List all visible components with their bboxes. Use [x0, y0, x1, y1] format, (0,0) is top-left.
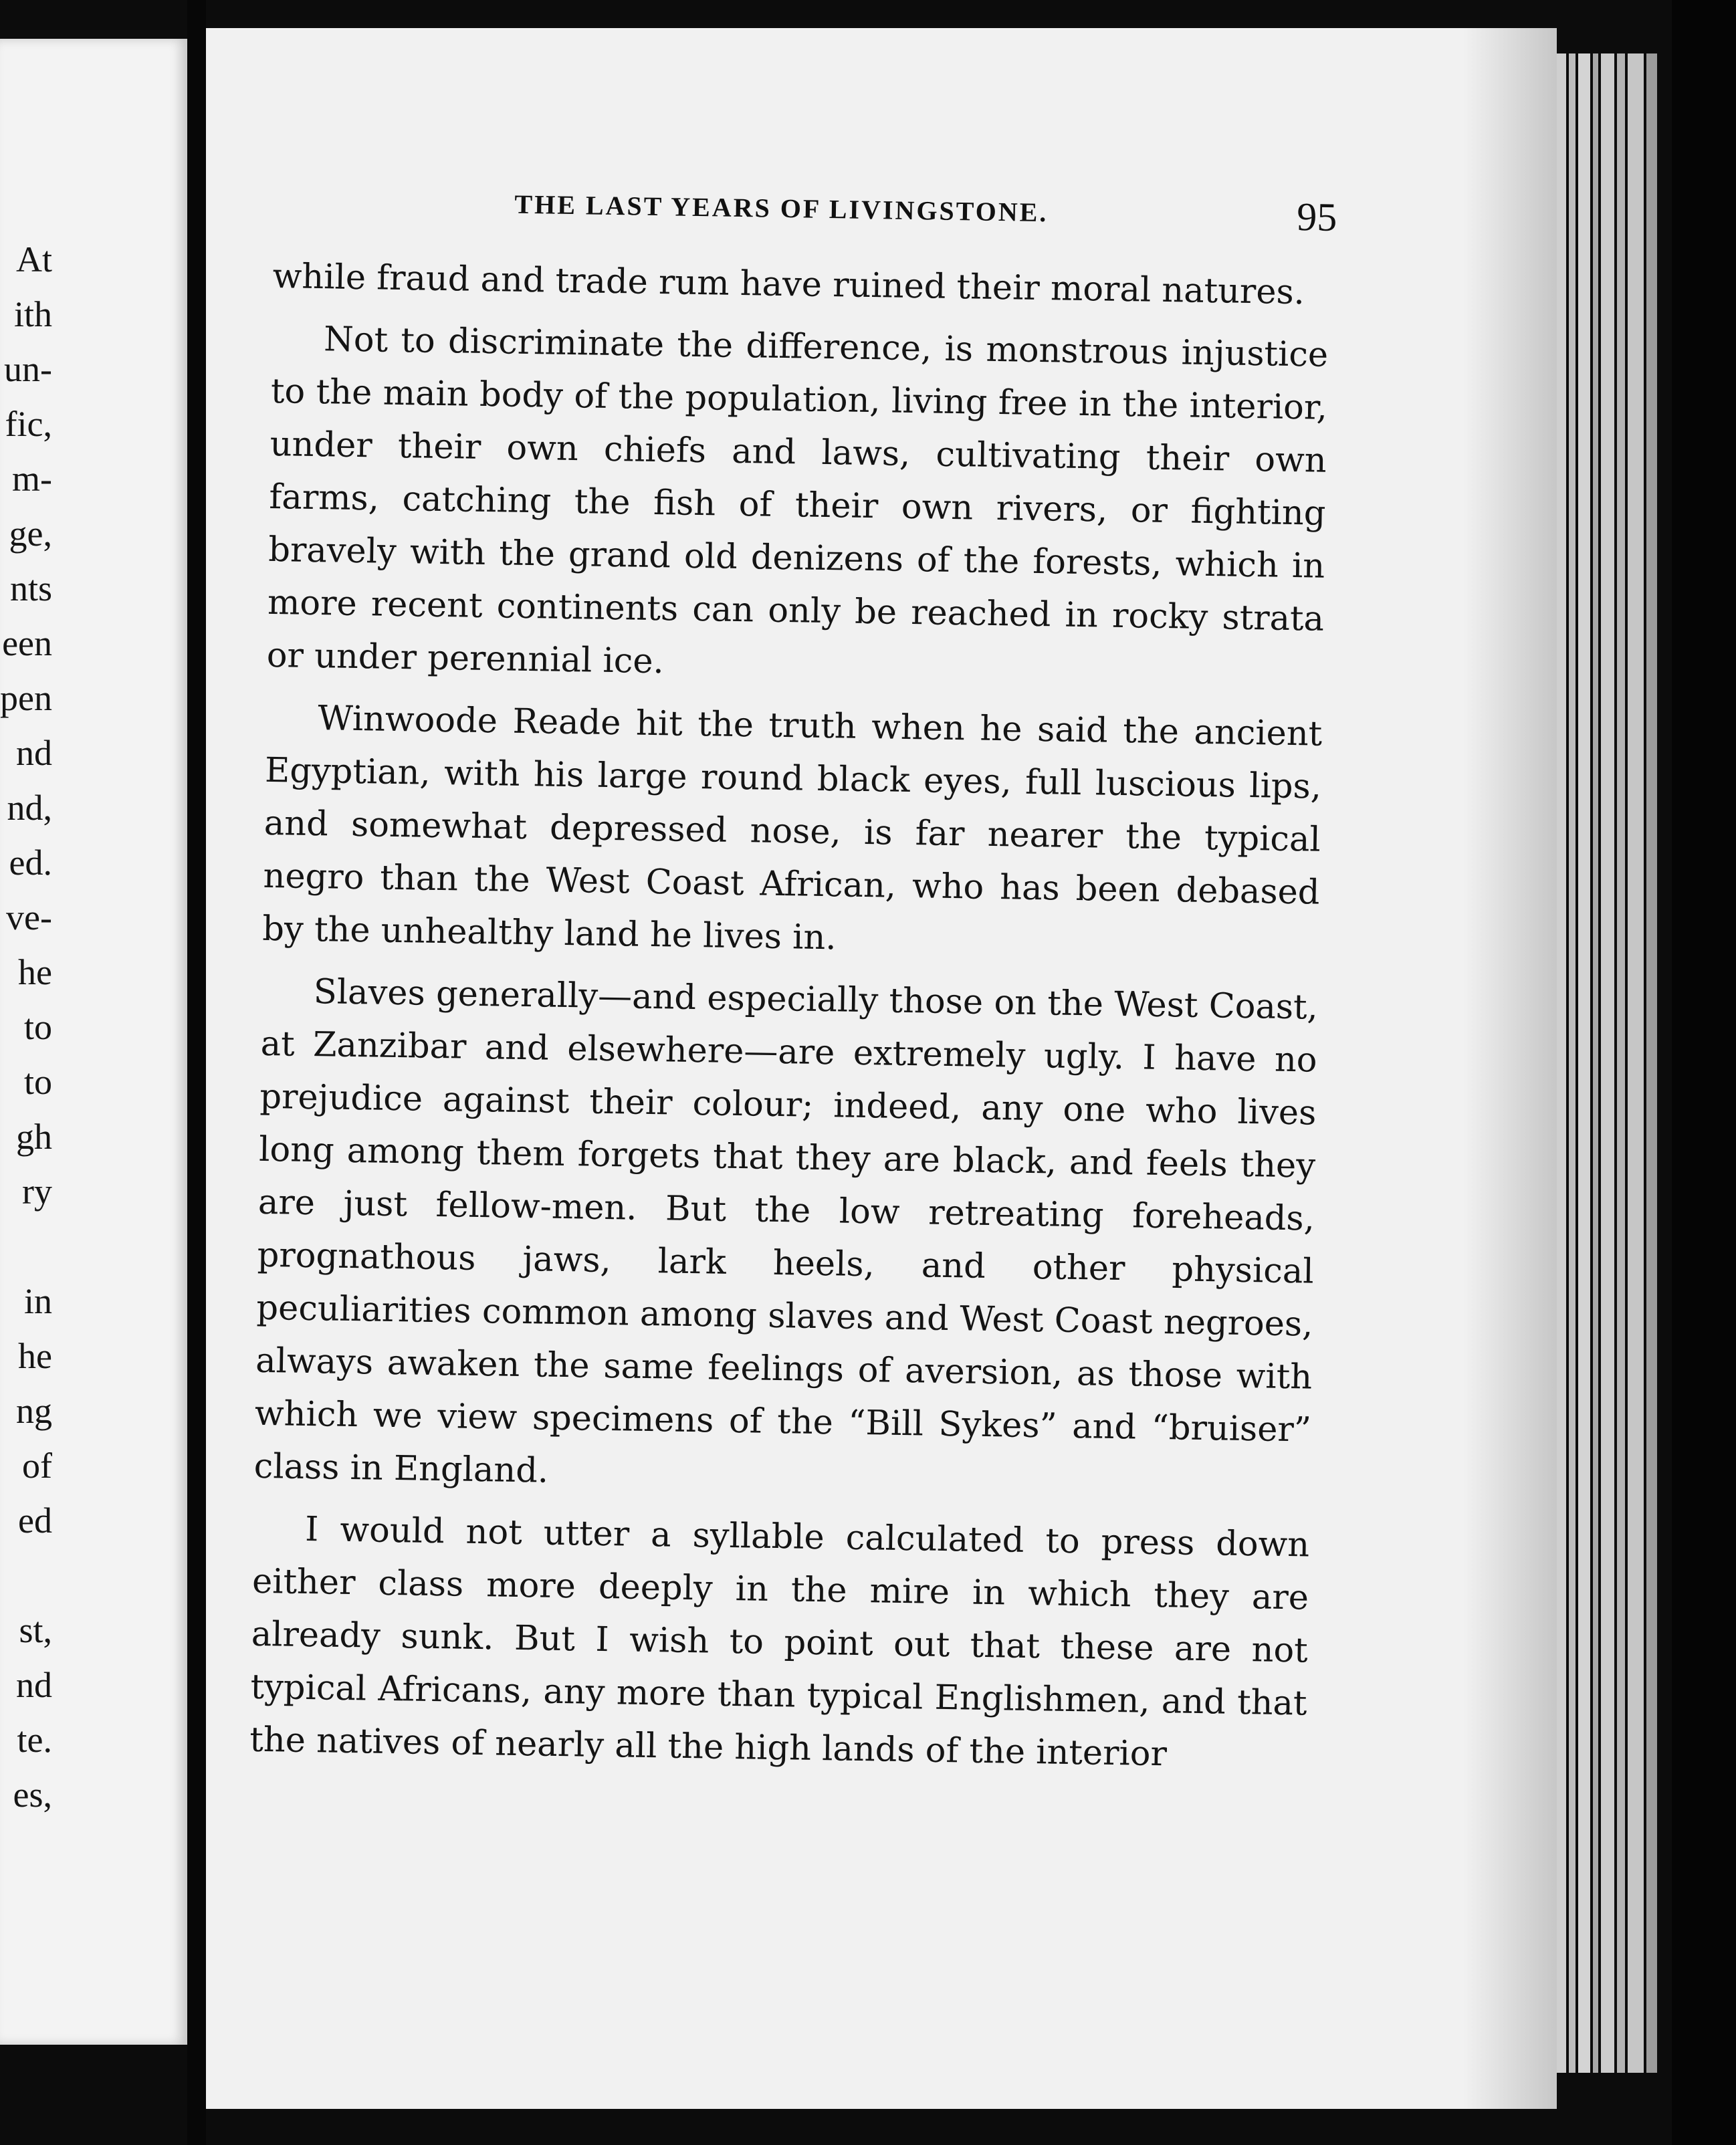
- left-page-fragment: te.: [17, 1720, 52, 1760]
- left-page-fragment: ng: [16, 1391, 52, 1431]
- left-page-fragment: es,: [13, 1775, 52, 1815]
- left-page-fragment: he: [18, 952, 52, 992]
- left-page-fragment: ry: [22, 1171, 52, 1212]
- left-page-fragment: ve-: [6, 897, 52, 937]
- left-page-fragment: st,: [19, 1610, 52, 1650]
- page-edge-strip: [1557, 53, 1566, 2073]
- left-page-fragment: pen: [0, 678, 52, 718]
- left-page-fragment: ed.: [9, 842, 52, 883]
- left-page-fragment: to: [23, 1007, 52, 1047]
- paragraph: I would not utter a syllable calculated to press down either class more deeply in the mire in which they are already sunk. But I wish to point out that these are not typical Africans, any more than typical Englishmen, and that the natives of nearly all the high lands of the interior: [249, 1509, 1310, 1775]
- left-page-fragment: m-: [12, 459, 52, 499]
- page-edge-strip: [1569, 53, 1576, 2073]
- paragraph: while fraud and trade rum have ruined their moral natures.: [272, 256, 1305, 313]
- left-page-fragment: ge,: [9, 514, 52, 554]
- page-edge-shadow: [1463, 28, 1557, 2109]
- running-title: THE LAST YEARS OF LIVINGSTONE.: [514, 189, 1049, 228]
- paragraph: Slaves generally—and especially those on the West Coast, at Zanzibar and elsewhere—are extremely ugly. I have no prejudice against their colour; indeed, any one who lives long among them forgets that they are black, and feels they are just fellow-men. But the low retreating foreheads, prognathous jaws, lark heels, and other physical peculiarities common among slaves and West Coast negroes, always awaken the same feelings of aversion, as those with which we view specimens of the “Bill Sykes” and “bruiser” class in England.: [253, 972, 1319, 1491]
- left-page-fragment: nts: [9, 568, 52, 608]
- paragraph: Not to discriminate the difference, is monstrous injustice to the main body of the population, living free in the interior, under their own chiefs and laws, cultivating their own farms, catching the fish of their own rivers, or fighting bravely with the grand old denizens of the forests, which in more recent continents can only be reached in rocky strata or under perennial ice.: [266, 320, 1329, 682]
- page-text-block: [249, 181, 1337, 1793]
- left-page-fragment: ed: [18, 1500, 52, 1541]
- page-edge-strip: [1601, 53, 1614, 2073]
- left-page-fragment: een: [2, 623, 52, 663]
- left-page-fragment: gh: [16, 1117, 52, 1157]
- page-edge-strip: [1617, 53, 1625, 2073]
- scan-background: [1672, 0, 1736, 2145]
- page-edge-strip: [1628, 53, 1644, 2073]
- left-page-fragment: nd,: [7, 788, 52, 828]
- paragraph: Winwoode Reade hit the truth when he said the ancient Egyptian, with his large round black eyes, full luscious lips, and somewhat depressed nose, is far nearer the typical negro than the West Coast African, who has been debased by the unhealthy land he lives in.: [261, 699, 1323, 958]
- left-facing-page: [0, 39, 187, 2045]
- left-page-fragment: of: [22, 1446, 52, 1486]
- left-page-fragment: ith: [13, 294, 52, 334]
- left-page-fragment: to: [23, 1062, 52, 1102]
- left-page-fragment: At: [16, 239, 52, 279]
- page-edge-strip: [1578, 53, 1590, 2073]
- left-page-fragment: he: [18, 1336, 52, 1376]
- left-page-fragment: un-: [4, 349, 52, 389]
- left-page-fragment: fic,: [5, 404, 52, 444]
- page-number: 95: [1296, 195, 1337, 239]
- left-page-fragment: nd: [16, 1665, 52, 1705]
- page-edge-strip: [1646, 53, 1657, 2073]
- left-page-fragment: nd: [16, 733, 52, 773]
- book-gutter: [187, 0, 206, 2145]
- left-page-fragment: in: [23, 1281, 52, 1321]
- page-edge-strip: [1593, 53, 1598, 2073]
